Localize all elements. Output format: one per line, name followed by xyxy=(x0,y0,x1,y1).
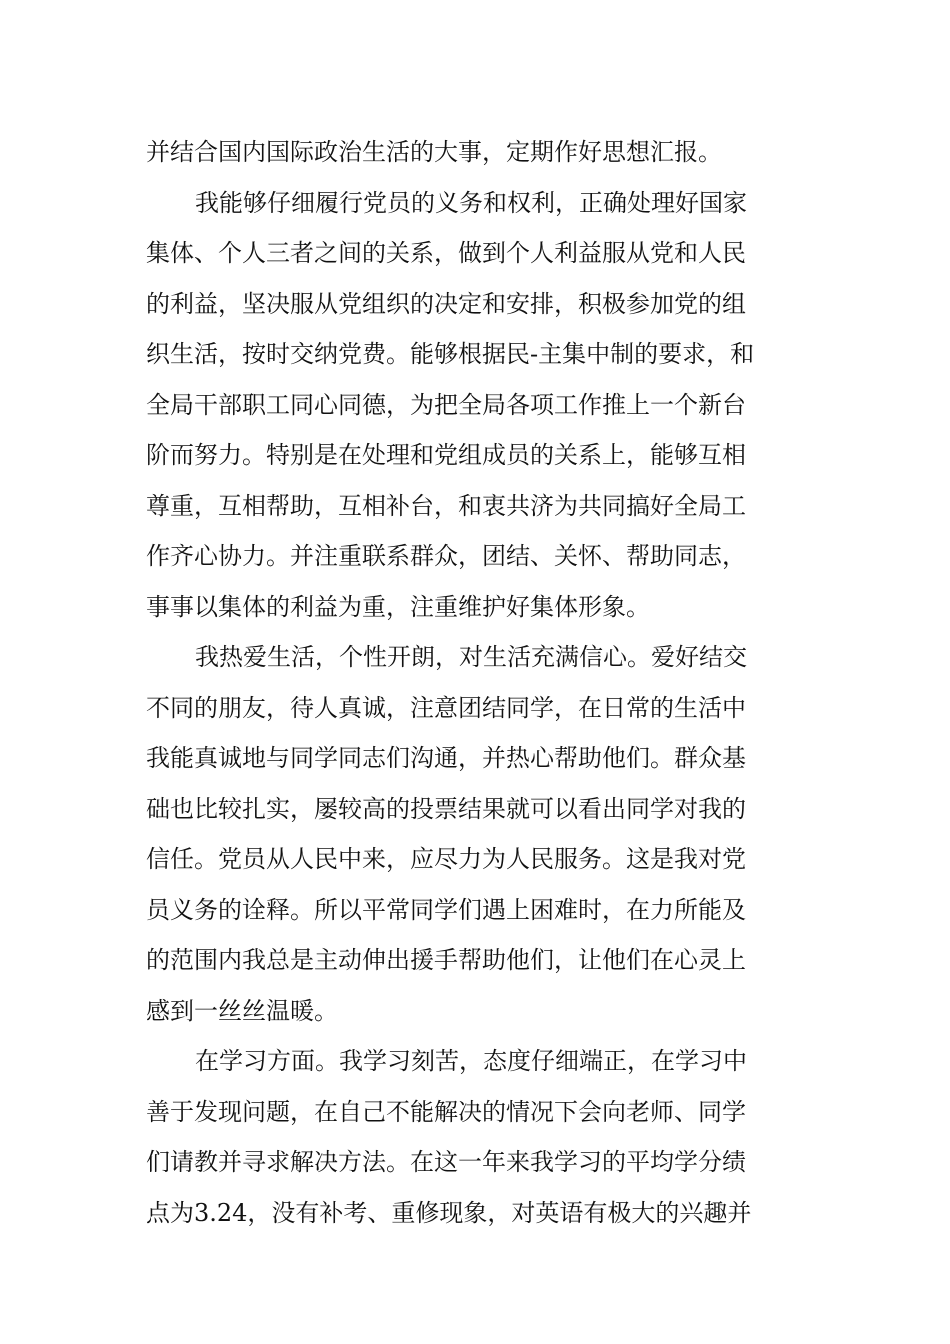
text-line: 尊重，互相帮助，互相补台，和衷共济为共同搞好全局工 xyxy=(146,491,746,520)
text-line: 织生活，按时交纳党费。能够根据民-主集中制的要求，和 xyxy=(146,340,755,368)
text-line: 员义务的诠释。所以平常同学们遇上困难时，在力所能及 xyxy=(146,895,746,924)
text-line: 不同的朋友，待人真诚，注意团结同学，在日常的生活中 xyxy=(146,693,746,722)
paragraph-first-line: 我热爱生活，个性开朗，对生活充满信心。爱好结交 xyxy=(195,643,747,671)
text-line: 础也比较扎实，屡较高的投票结果就可以看出同学对我的 xyxy=(146,794,746,823)
text-line: 并结合国内国际政治生活的大事，定期作好思想汇报。 xyxy=(146,138,722,166)
document-body xyxy=(146,127,812,1238)
paragraph-first-line: 我能够仔细履行党员的义务和权利，正确处理好国家 xyxy=(195,188,747,217)
text-line: 集体、个人三者之间的关系，做到个人利益服从党和人民 xyxy=(146,239,746,267)
text-line: 们请教并寻求解决方法。在这一年来我学习的平均学分绩 xyxy=(146,1148,746,1176)
text-line: 善于发现问题，在自己不能解决的情况下会向老师、同学 xyxy=(146,1097,746,1126)
text-line: 我能真诚地与同学同志们沟通，并热心帮助他们。群众基 xyxy=(146,744,746,772)
text-line: 的范围内我总是主动伸出援手帮助他们，让他们在心灵上 xyxy=(146,946,746,974)
text-line: 事事以集体的利益为重，注重维护好集体形象。 xyxy=(146,592,650,621)
text-line: 作齐心协力。并注重联系群众，团结、关怀、帮助同志， xyxy=(146,542,746,570)
text-line: 阶而努力。特别是在处理和党组成员的关系上，能够互相 xyxy=(146,441,746,469)
text-line: 的利益，坚决服从党组织的决定和安排，积极参加党的组 xyxy=(146,289,746,318)
text-line: 全局干部职工同心同德，为把全局各项工作推上一个新台 xyxy=(146,390,746,419)
text-line: 感到一丝丝温暖。 xyxy=(146,996,338,1025)
text-line: 点为3.24，没有补考、重修现象，对英语有极大的兴趣并 xyxy=(146,1198,752,1227)
paragraph-first-line: 在学习方面。我学习刻苦，态度仔细端正，在学习中 xyxy=(195,1047,747,1075)
text-line: 信任。党员从人民中来，应尽力为人民服务。这是我对党 xyxy=(146,845,746,873)
